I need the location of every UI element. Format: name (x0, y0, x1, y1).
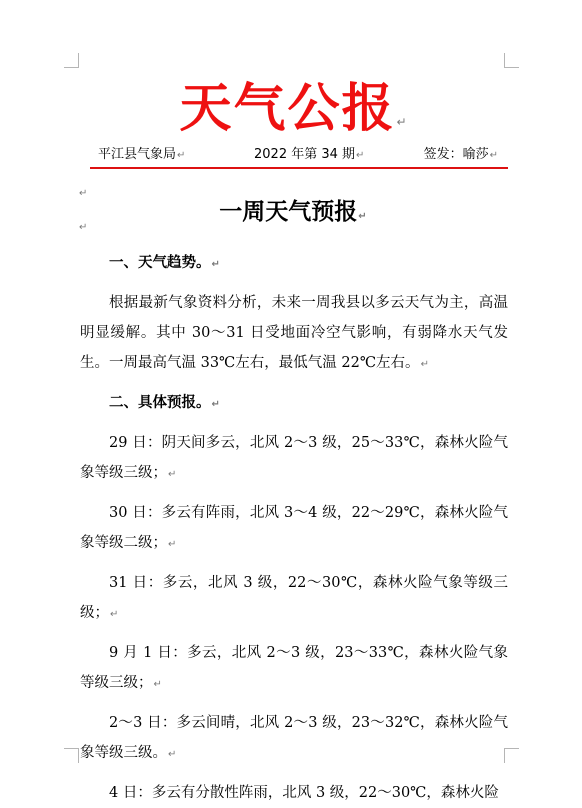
masthead-title-text: 天气公报 (179, 79, 396, 139)
paragraph-mark-icon: ↵ (396, 115, 407, 129)
masthead-title[interactable] (80, 76, 506, 155)
paragraph-mark-icon: ↵ (489, 150, 498, 161)
document-body[interactable] (80, 248, 508, 808)
forecast-item: 4 日：多云有分散性阵雨，北风 3 级，22～30℃，森林火险 (109, 785, 499, 801)
paragraph-mark-icon: ↵ (211, 399, 220, 410)
paragraph-mark-icon: ↵ (177, 150, 186, 161)
signer-name: 签发：喻莎↵ (423, 147, 498, 162)
section-heading: 一、天气趋势。↵ (109, 254, 220, 271)
paragraph-mark-icon: ↵ (153, 679, 162, 690)
paragraph-mark-icon: ↵ (110, 609, 119, 620)
paragraph-mark-icon: ↵ (79, 188, 88, 199)
paragraph-mark-icon: ↵ (168, 539, 177, 550)
paragraph-mark-icon: ↵ (420, 359, 429, 370)
paragraph-mark-icon: ↵ (168, 749, 177, 760)
paragraph-mark-icon: ↵ (358, 211, 367, 222)
document-title[interactable]: 一周天气预报↵ (219, 199, 367, 225)
forecast-item: 2～3 日：多云间晴，北风 2～3 级，23～32℃，森林火险气象等级三级。↵ (80, 715, 508, 761)
paragraph-mark-icon: ↵ (356, 150, 365, 161)
section-heading: 二、具体预报。↵ (109, 394, 220, 411)
paragraph: 根据最新气象资料分析，未来一周我县以多云天气为主，高温明显缓解。其中 30～31 日受地面冷空气影响，有弱降水天气发生。一周最高气温 33℃左右，最低气温 22℃左右。↵ (80, 295, 508, 371)
paragraph-mark-icon: ↵ (211, 259, 220, 270)
forecast-item: 31 日：多云，北风 3 级，22～30℃，森林火险气象等级三级；↵ (80, 575, 508, 621)
forecast-item: 9 月 1 日：多云，北风 2～3 级，23～33℃，森林火险气象等级三级；↵ (80, 645, 508, 691)
forecast-item: 30 日：多云有阵雨，北风 3～4 级，22～29℃，森林火险气象等级二级；↵ (80, 505, 508, 551)
corner-mark-bottom-left (64, 748, 79, 763)
issue-number: 2022 年第 34 期↵ (254, 147, 365, 162)
paragraph-mark-icon: ↵ (79, 222, 88, 233)
paragraph-mark-icon: ↵ (168, 469, 177, 480)
issuer-name: 平江县气象局↵ (98, 147, 186, 162)
header-divider (90, 167, 508, 169)
forecast-item: 29 日：阴天间多云，北风 2～3 级，25～33℃，森林火险气象等级三级；↵ (80, 435, 508, 481)
corner-mark-top-left (64, 53, 79, 68)
issue-info-bar[interactable] (94, 145, 508, 165)
corner-mark-top-right (504, 53, 519, 68)
